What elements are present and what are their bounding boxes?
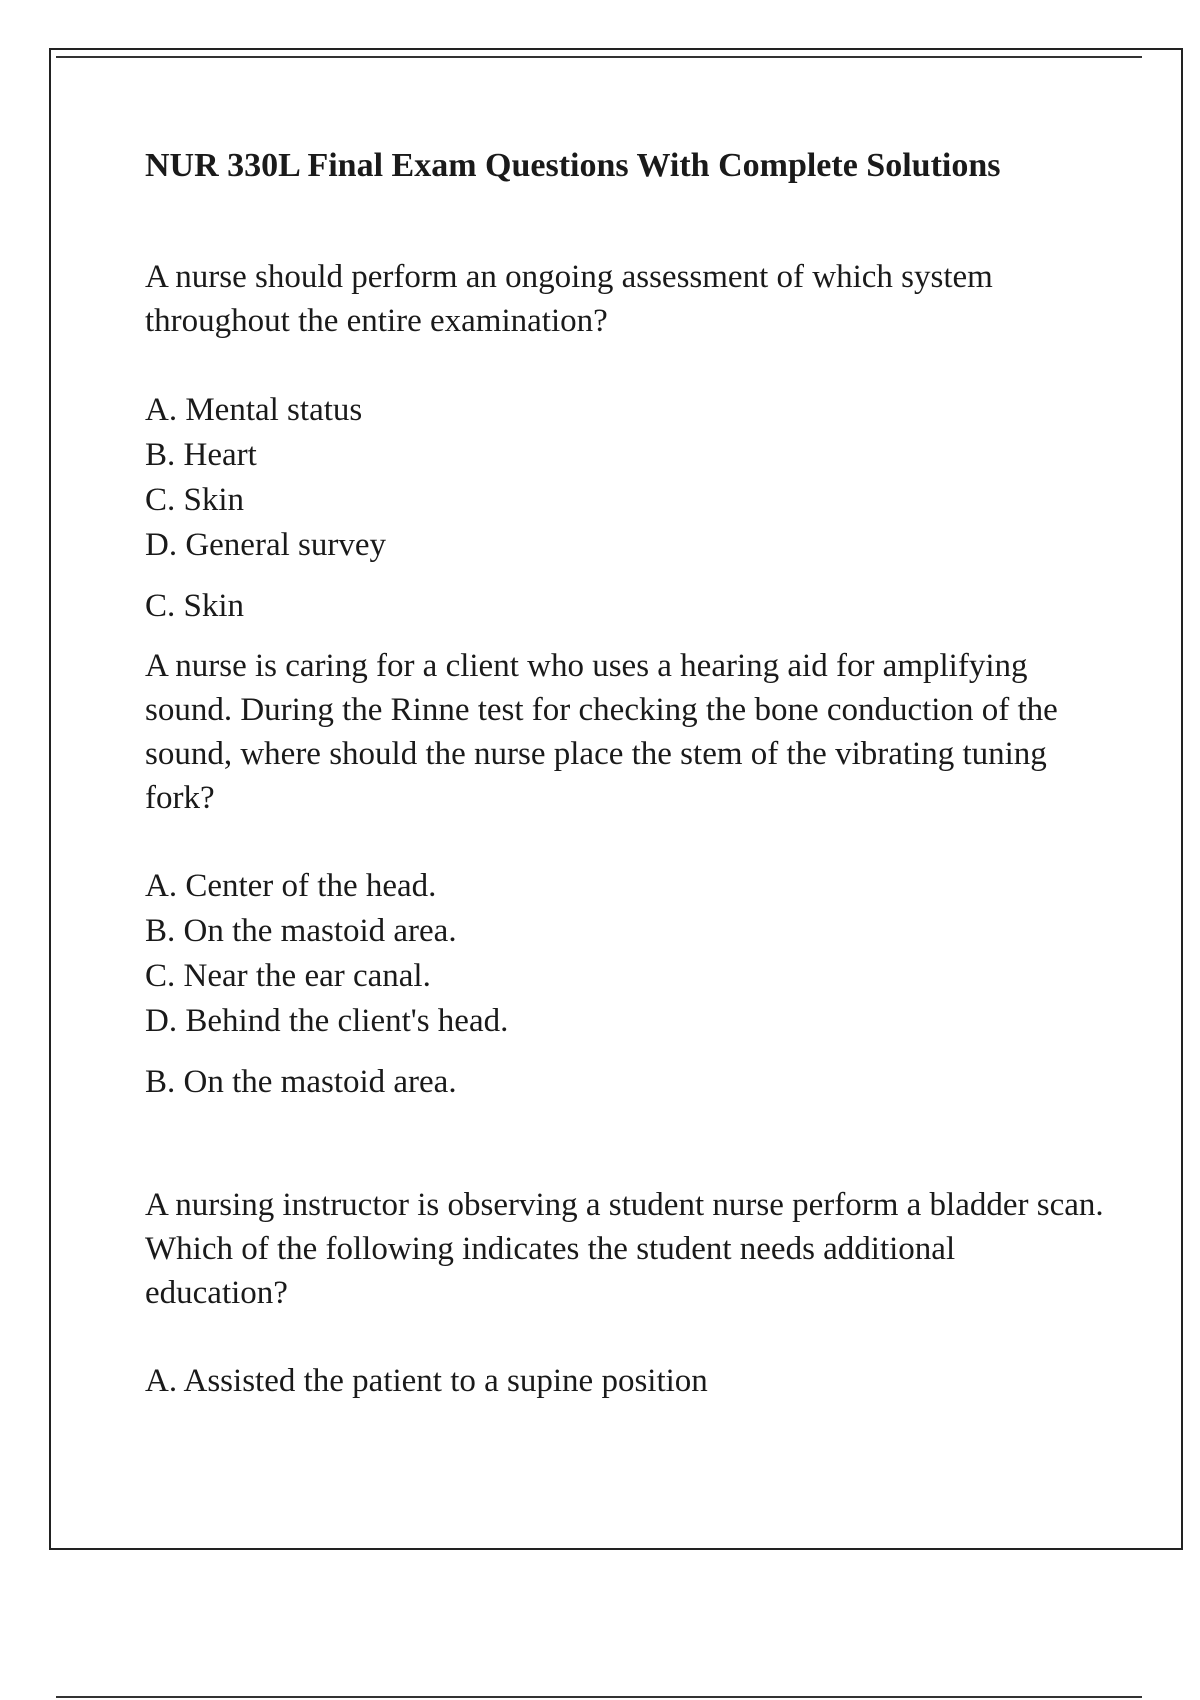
option-list (145, 1359, 1105, 1404)
question-text: A nurse is caring for a client who uses a hearing aid for amplifying sound. During the Rinne test for checking the bone conduction of the sound, where should the nurse place the stem of the vibrating tuning fork? (145, 648, 1058, 816)
option-d: D. Behind the client's head. (145, 1003, 509, 1039)
option-a: A. Assisted the patient to a supine position (145, 1363, 708, 1399)
document-title: NUR 330L Final Exam Questions With Complete Solutions (145, 147, 1001, 184)
answer-text: B. On the mastoid area. (145, 1064, 457, 1100)
question-text: A nursing instructor is observing a student nurse perform a bladder scan. Which of the following indicates the student needs additional education? (145, 1187, 1104, 1311)
option-a: A. Center of the head. (145, 868, 437, 904)
option-b: B. On the mastoid area. (145, 913, 457, 949)
option-b: B. Heart (145, 437, 257, 473)
document-body (145, 140, 1105, 1404)
question-text: A nurse should perform an ongoing assessment of which system throughout the entire examination? (145, 259, 993, 339)
top-rule (56, 56, 1142, 58)
question-2 (145, 644, 1105, 1104)
option-list (145, 864, 1105, 1044)
answer-text: C. Skin (145, 588, 245, 624)
question-3 (145, 1183, 1105, 1404)
option-c: C. Near the ear canal. (145, 958, 431, 994)
option-d: D. General survey (145, 527, 386, 563)
option-list (145, 388, 1105, 568)
option-a: A. Mental status (145, 392, 363, 428)
option-c: C. Skin (145, 482, 245, 518)
question-1 (145, 255, 1105, 628)
bottom-rule (56, 1696, 1142, 1698)
